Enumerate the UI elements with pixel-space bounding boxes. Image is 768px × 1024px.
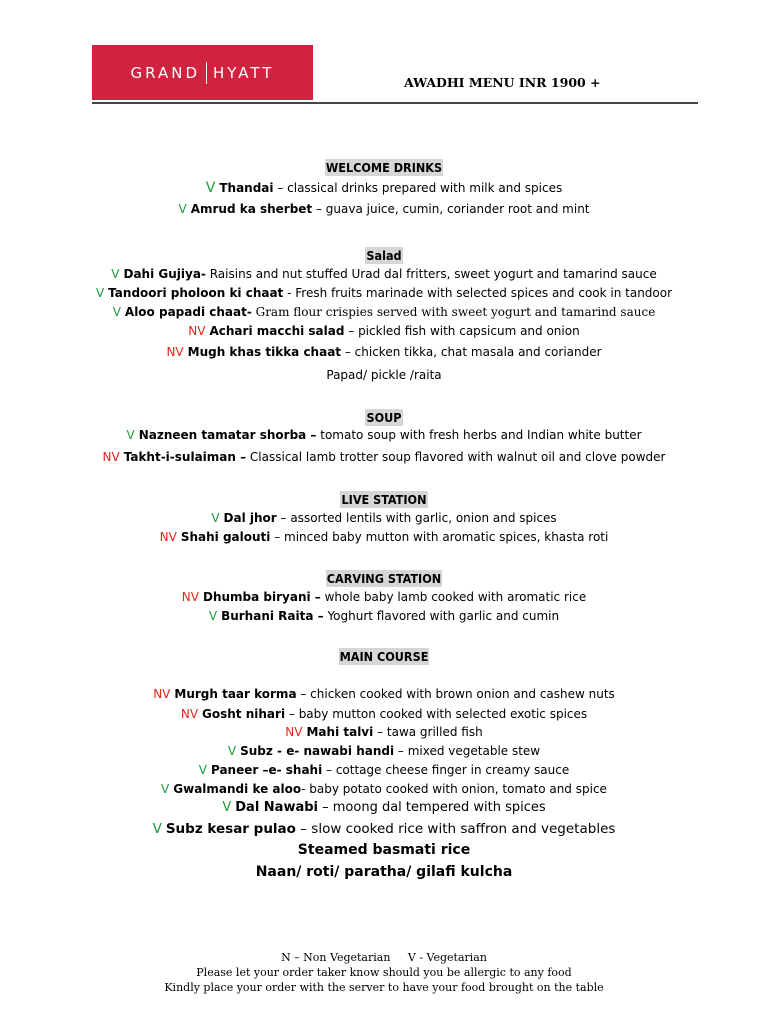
section-title-main-course: MAIN COURSE [339, 649, 429, 664]
logo-right-text: HYATT [213, 63, 275, 82]
item-name: Dhumba biryani – [202, 590, 321, 604]
item-desc: – cottage cheese finger in creamy sauce [322, 763, 570, 777]
veg-tag: V [111, 267, 120, 281]
item-name: Aloo papadi chaat- [124, 305, 252, 319]
item-name: Dahi Gujiya- [123, 267, 206, 281]
section-title-carving-station: CARVING STATION [326, 571, 442, 586]
menu-item [0, 590, 768, 604]
menu-item [0, 180, 768, 196]
nonveg-tag: NV [166, 345, 184, 359]
veg-tag: V [211, 511, 220, 525]
logo-divider [206, 62, 207, 84]
item-name: Gwalmandi ke aloo [173, 782, 302, 796]
item-desc: – moong dal tempered with spices [318, 800, 546, 815]
veg-tag: V [112, 305, 121, 319]
menu-item [0, 267, 768, 281]
menu-item [0, 744, 768, 758]
nonveg-tag: NV [285, 725, 303, 739]
item-desc: – assorted lentils with garlic, onion and spices [276, 511, 557, 525]
item-name: Gosht nihari [202, 707, 286, 721]
item-desc: – baby mutton cooked with selected exotic spices [285, 707, 588, 721]
item-desc: – chicken cooked with brown onion and cashew nuts [296, 687, 615, 701]
item-name: Achari macchi salad [209, 324, 345, 338]
item-name: Shahi galouti [180, 530, 271, 544]
item-name: Takht-i-sulaiman – [123, 450, 247, 464]
nonveg-tag: NV [180, 707, 199, 721]
item-desc: Raisins and nut stuffed Urad dal fritters, sweet yogurt and tamarind sauce [205, 267, 657, 281]
veg-tag: V [161, 782, 170, 796]
item-desc: – pickled fish with capsicum and onion [344, 324, 580, 338]
veg-tag: V [222, 800, 232, 815]
menu-item [0, 800, 768, 815]
nonveg-tag: NV [102, 450, 120, 464]
header-rule [92, 102, 698, 104]
nonveg-tag: NV [159, 530, 177, 544]
menu-item [0, 782, 768, 796]
menu-item [0, 450, 768, 464]
section-title-salad: Salad [366, 248, 402, 263]
item-desc: – classical drinks prepared with milk and spices [273, 181, 563, 195]
menu-item [0, 202, 768, 216]
nonveg-tag: NV [153, 687, 171, 701]
item-desc: – slow cooked rice with saffron and vegetables [295, 821, 616, 837]
veg-tag: V [227, 744, 237, 758]
item-desc: Yoghurt flavored with garlic and cumin [323, 609, 560, 623]
menu-item [0, 687, 768, 701]
section-title-soup: SOUP [366, 410, 402, 425]
footer-allergy-note: Please let your order taker know should you be allergic to any food [196, 966, 572, 979]
item-desc: - baby potato cooked with onion, tomato and spice [301, 782, 607, 796]
section-title-live-station: LIVE STATION [341, 492, 427, 507]
nonveg-tag: NV [188, 324, 206, 338]
menu-item [0, 821, 768, 837]
item-desc: – mixed vegetable stew [394, 744, 541, 758]
item-name: Subz kesar pulao [165, 821, 296, 837]
item-name: Paneer –e- shahi [210, 763, 323, 777]
item-name: Mahi talvi [306, 725, 374, 739]
menu-item [0, 324, 768, 338]
item-name: Dal Nawabi [235, 800, 318, 815]
nonveg-tag: NV [181, 590, 199, 604]
menu-item [0, 530, 768, 544]
footer-legend: N – Non Vegetarian V - Vegetarian [281, 951, 487, 964]
veg-tag: V [208, 609, 218, 623]
menu-item [0, 305, 768, 319]
veg-tag: V [126, 428, 135, 442]
item-desc: – minced baby mutton with aromatic spices, khasta roti [270, 530, 609, 544]
item-desc: - Fresh fruits marinade with selected spices and cook in tandoor [283, 286, 673, 300]
salad-extras: Papad/ pickle /raita [326, 368, 442, 382]
item-name: Dal jhor [223, 511, 277, 525]
menu-item [0, 428, 768, 442]
item-name: Thandai [219, 181, 274, 195]
item-desc: – guava juice, cumin, coriander root and mint [312, 202, 590, 216]
item-name: Subz - e- nawabi handi [240, 744, 395, 758]
menu-item [0, 286, 768, 300]
item-name: Murgh taar korma [174, 687, 297, 701]
menu-item [0, 725, 768, 739]
item-desc: – tawa grilled fish [373, 725, 483, 739]
item-name: Nazneen tamatar shorba – [138, 428, 317, 442]
item-desc: Classical lamb trotter soup flavored with walnut oil and clove powder [246, 450, 666, 464]
menu-title: AWADHI MENU INR 1900 + [404, 75, 601, 90]
item-name: Amrud ka sherbet [190, 202, 313, 216]
veg-tag: V [178, 202, 187, 216]
item-desc: Gram flour crispies served with sweet yogurt and tamarind sauce [251, 305, 656, 319]
menu-item [0, 609, 768, 623]
steamed-rice-line: Steamed basmati rice [297, 842, 471, 858]
breads-line: Naan/ roti/ paratha/ gilafi kulcha [255, 864, 513, 880]
menu-item [0, 763, 768, 777]
item-name: Tandoori pholoon ki chaat [108, 286, 284, 300]
veg-tag: V [95, 286, 105, 300]
item-desc: – chicken tikka, chat masala and coriander [341, 345, 602, 359]
grand-hyatt-logo [92, 45, 313, 100]
menu-item [0, 707, 768, 721]
item-desc: tomato soup with fresh herbs and Indian white butter [316, 428, 642, 442]
logo-left-text: GRAND [130, 63, 201, 82]
item-desc: whole baby lamb cooked with aromatic rice [320, 590, 587, 604]
menu-item [0, 345, 768, 359]
section-title-welcome-drinks: WELCOME DRINKS [325, 160, 443, 175]
menu-item [0, 511, 768, 525]
footer-order-note: Kindly place your order with the server to have your food brought on the table [164, 981, 604, 994]
veg-tag: V [152, 821, 162, 837]
veg-tag: V [198, 763, 207, 777]
item-name: Mugh khas tikka chaat [187, 345, 342, 359]
veg-tag: V [205, 180, 216, 196]
item-name: Burhani Raita – [221, 609, 324, 623]
